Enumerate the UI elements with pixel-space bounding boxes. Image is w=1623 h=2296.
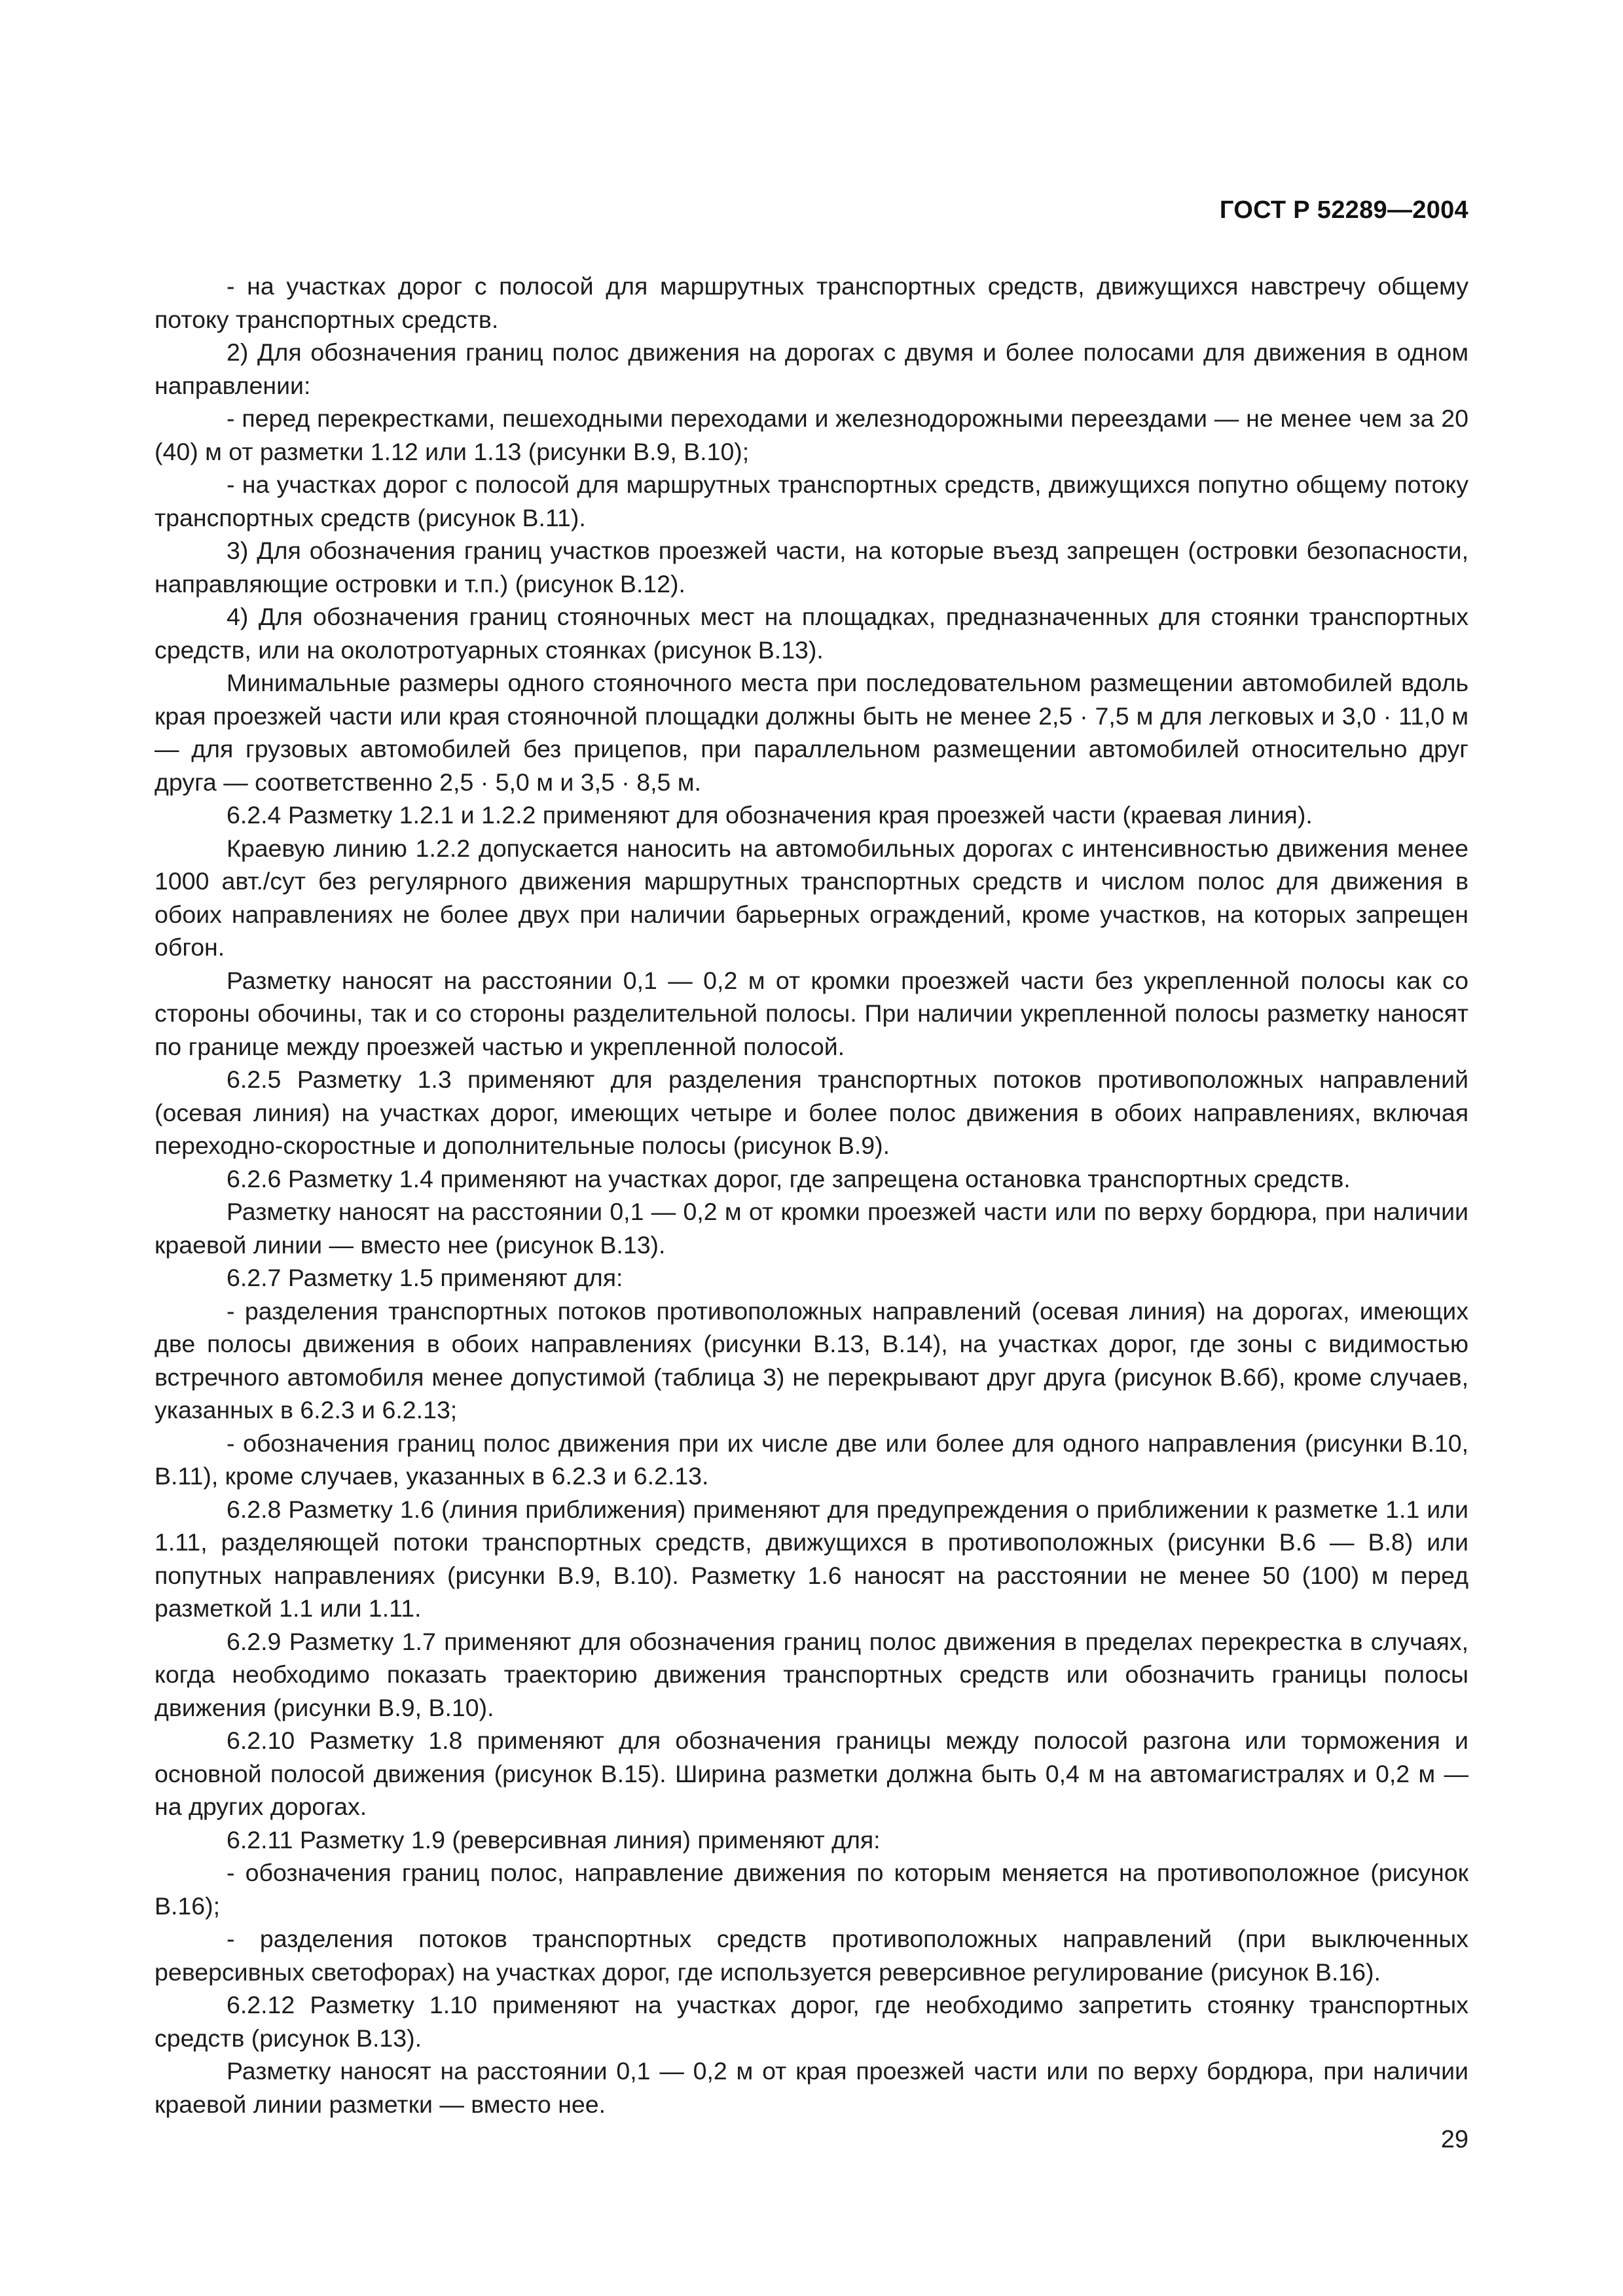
paragraph: 6.2.5 Разметку 1.3 применяют для разделения транспортных потоков противоположных направлений (осевая линия) на участках дорог, имеющих четыре и более полос движения в обоих направлениях, включая переходно-скоростные и дополнительные полосы (рисунок В.9). [155,1066,1468,1159]
paragraph: 6.2.9 Разметку 1.7 применяют для обозначения границ полос движения в пределах перекрестка в случаях, когда необходимо показать траекторию движения транспортных средств или обозначить границы полосы движения (рисунки В.9, В.10). [155,1627,1468,1721]
paragraph: 6.2.7 Разметку 1.5 применяют для: [227,1264,623,1291]
paragraph: 4) Для обозначения границ стояночных мест на площадках, предназначенных для стоянки транспортных средств, или на околотротуарных стоянках (рисунок В.13). [155,603,1468,664]
paragraph: Разметку наносят на расстоянии 0,1 — 0,2 м от края проезжей части или по верху бордюра, при наличии краевой линии разметки — вместо нее. [155,2057,1468,2118]
paragraph: 6.2.12 Разметку 1.10 применяют на участках дорог, где необходимо запретить стоянку транспортных средств (рисунок В.13). [155,1991,1468,2052]
paragraph: 6.2.8 Разметку 1.6 (линия приближения) применяют для предупреждения о приближении к разметке 1.1 или 1.11, разделяющей потоки транспортных средств, движущихся в противоположных (рисунки В.6 — В.8) или попутных направлениях (рисунки В.9, В.10). Разметку 1.6 наносят на расстоянии не менее 50 (100) м перед разметкой 1.1 или 1.11. [155,1495,1468,1622]
paragraph: Минимальные размеры одного стояночного места при последовательном размещении автомобилей вдоль края проезжей части или края стояночной площадки должны быть не менее 2,5 · 7,5 м для легковых и 3,0 · 11,0 м — для грузовых автомобилей без прицепов, при параллельном размещении автомобилей относительно друг друга — соответственно 2,5 · 5,0 м и 3,5 · 8,5 м. [155,669,1468,796]
paragraph: - на участках дорог с полосой для маршрутных транспортных средств, движущихся навстречу общему потоку транспортных средств. [155,272,1468,333]
paragraph: - на участках дорог с полосой для маршрутных транспортных средств, движущихся попутно общему потоку транспортных средств (рисунок В.11). [155,471,1468,531]
paragraph: 6.2.11 Разметку 1.9 (реверсивная линия) применяют для: [227,1825,881,1854]
document-body [155,270,1468,2121]
paragraph: - обозначения границ полос движения при их числе две или более для одного направления (рисунки В.10, В.11), кроме случаев, указанных в 6.2.3 и 6.2.13. [155,1429,1468,1490]
paragraph: - перед перекрестками, пешеходными переходами и железнодорожными переездами — не менее чем за 20 (40) м от разметки 1.12 или 1.13 (рисунки В.9, В.10); [155,404,1468,465]
page-number: 29 [1440,2126,1468,2153]
paragraph: - обозначения границ полос, направление движения по которым меняется на противоположное (рисунок В.16); [155,1859,1468,1920]
paragraph: 6.2.6 Разметку 1.4 применяют на участках дорог, где запрещена остановка транспортных средств. [227,1164,1351,1193]
paragraph: 6.2.4 Разметку 1.2.1 и 1.2.2 применяют для обозначения края проезжей части (краевая линия). [227,801,1313,829]
paragraph: 6.2.10 Разметку 1.8 применяют для обозначения границы между полосой разгона или торможения и основной полосой движения (рисунок В.15). Ширина разметки должна быть 0,4 м на автомагистралях и 0,2 м — на других дорогах. [155,1727,1468,1820]
paragraph: 2) Для обозначения границ полос движения на дорогах с двумя и более полосами для движения в одном направлении: [155,338,1468,399]
paragraph: Разметку наносят на расстоянии 0,1 — 0,2 м от кромки проезжей части или по верху бордюра, при наличии краевой линии — вместо нее (рисунок В.13). [155,1198,1468,1259]
paragraph: Разметку наносят на расстоянии 0,1 — 0,2 м от кромки проезжей части без укрепленной полосы как со стороны обочины, так и со стороны разделительной полосы. При наличии укрепленной полосы разметку наносят по границе между проезжей частью и укрепленной полосой. [155,966,1468,1060]
paragraph: - разделения потоков транспортных средств противоположных направлений (при выключенных реверсивных светофорах) на участках дорог, где используется реверсивное регулирование (рисунок В.16). [155,1925,1468,1986]
standard-code-header: ГОСТ Р 52289—2004 [1219,196,1468,224]
paragraph: - разделения транспортных потоков противоположных направлений (осевая линия) на дорогах, имеющих две полосы движения в обоих направлениях (рисунки В.13, В.14), на участках дорог, где зоны с видимостью встречного автомобиля менее допустимой (таблица 3) не перекрывают друг друга (рисунок В.6б), кроме случаев, указанных в 6.2.3 и 6.2.13; [155,1297,1468,1424]
paragraph: Краевую линию 1.2.2 допускается наносить на автомобильных дорогах с интенсивностью движения менее 1000 авт./сут без регулярного движения маршрутных транспортных средств и числом полос для движения в обоих направлениях не более двух при наличии барьерных ограждений, кроме участков, на которых запрещен обгон. [155,834,1468,961]
paragraph: 3) Для обозначения границ участков проезжей части, на которые въезд запрещен (островки безопасности, направляющие островки и т.п.) (рисунок В.12). [155,537,1468,598]
